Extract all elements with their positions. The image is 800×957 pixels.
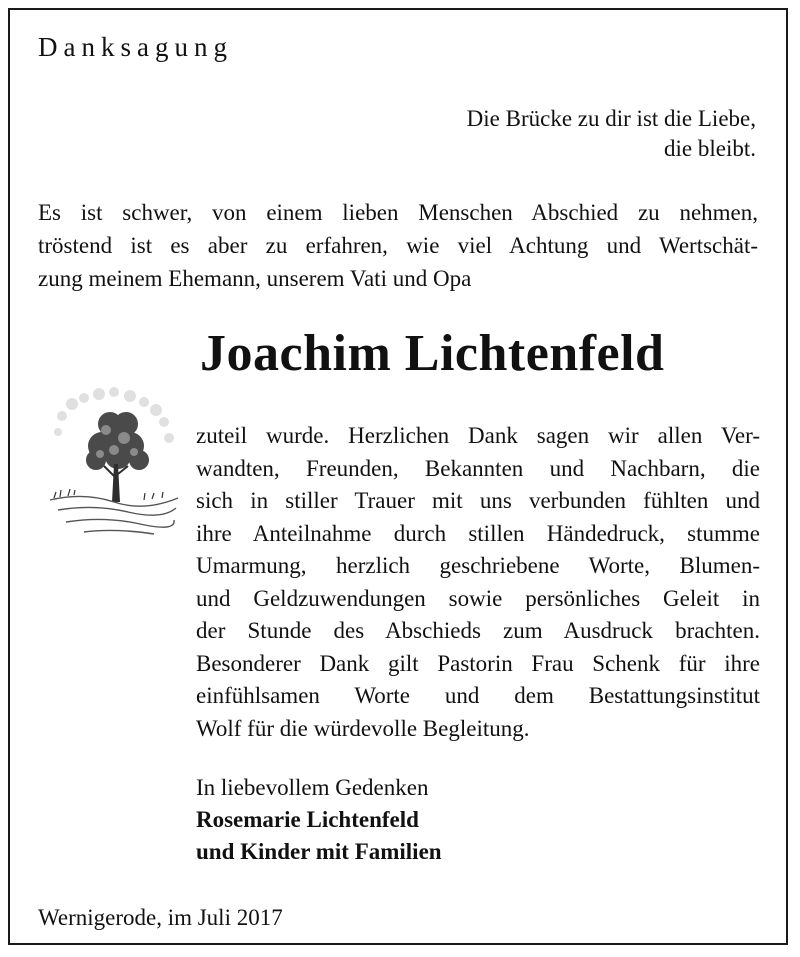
body-line: sich in stiller Trauer mit uns verbunden fühlten und xyxy=(196,488,760,513)
quote-line: Die Brücke zu dir ist die Liebe, xyxy=(466,106,756,131)
intro-paragraph xyxy=(38,196,758,295)
body-line: zuteil wurde. Herzlichen Dank sagen wir allen Ver- xyxy=(196,423,760,448)
body-line: der Stunde des Abschieds zum Ausdruck brachten. xyxy=(196,618,760,643)
closing-line: In liebevollem Gedenken xyxy=(196,775,429,800)
body-line: und Geldzuwendungen sowie persönliches Geleit in xyxy=(196,585,760,611)
body-line: wandten, Freunden, Bekannten und Nachbarn, die xyxy=(196,455,760,481)
tree-landscape-icon xyxy=(44,380,184,540)
body-line: Umarmung, herzlich geschriebene Worte, Blumen- xyxy=(196,553,760,578)
deceased-name: Joachim Lichtenfeld xyxy=(200,325,665,382)
body-line: ihre Anteilnahme durch stillen Händedruck, stumme xyxy=(196,520,760,546)
place-date: Wernigerode, im Juli 2017 xyxy=(38,905,283,930)
quote-line: die bleibt. xyxy=(664,136,756,161)
body-line: Besonderer Dank gilt Pastorin Frau Schenk für ihre xyxy=(196,650,760,676)
intro-line: Es ist schwer, von einem lieben Menschen Abschied zu nehmen, xyxy=(38,200,758,225)
intro-line: tröstend ist es aber zu erfahren, wie viel Achtung und Wertschät- xyxy=(38,233,758,258)
heading: Danksagung xyxy=(38,32,233,62)
intro-line: zung meinem Ehemann, unserem Vati und Opa xyxy=(38,266,472,291)
body-line: Wolf für die würdevolle Begleitung. xyxy=(196,715,530,741)
body-paragraph xyxy=(196,420,760,745)
signer-name: Rosemarie Lichtenfeld xyxy=(196,807,419,832)
signer-family: und Kinder mit Familien xyxy=(196,839,442,864)
quote xyxy=(467,104,756,164)
obituary-card xyxy=(8,8,788,945)
body-line: einfühlsamen Worte und dem Bestattungsinstitut xyxy=(196,683,760,708)
closing-block xyxy=(196,772,442,868)
